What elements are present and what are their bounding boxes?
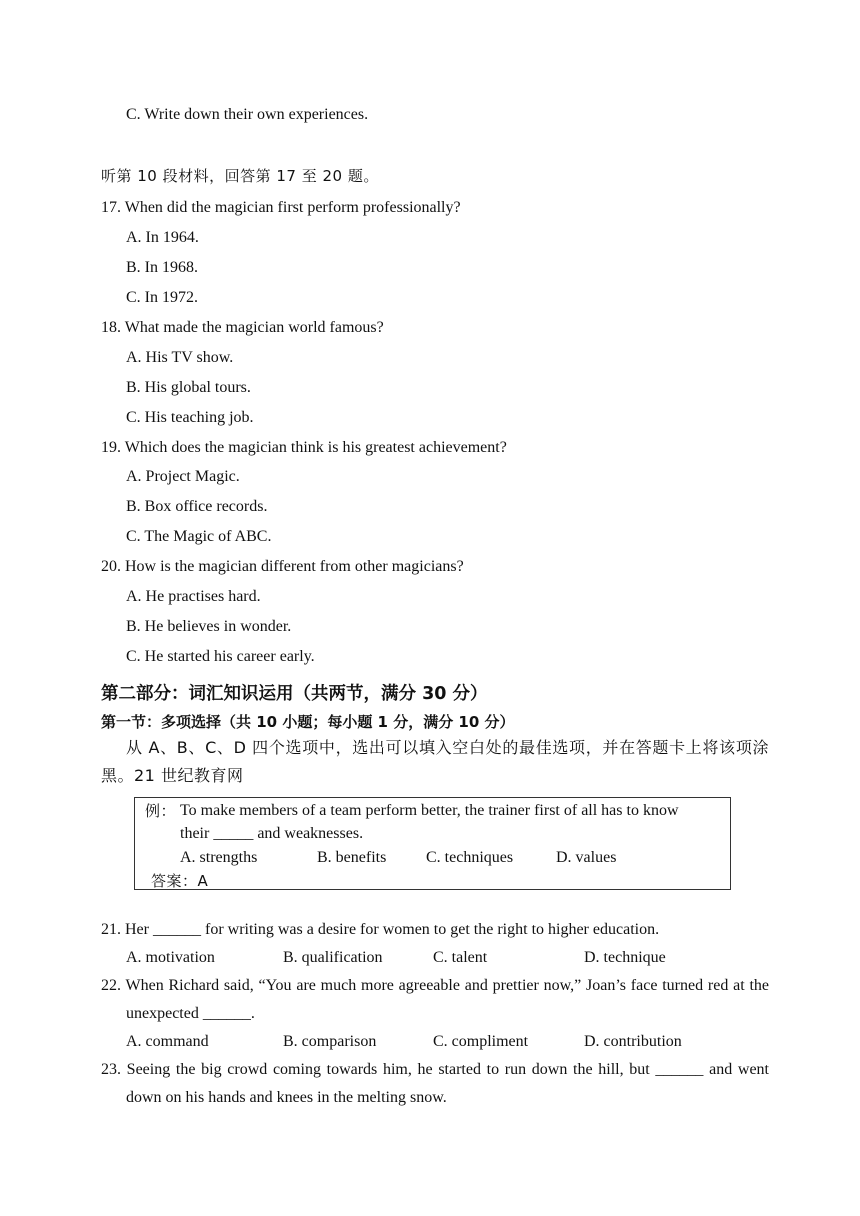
question-19-option-a: A. Project Magic.	[126, 468, 240, 485]
example-option-d: D. values	[556, 849, 617, 866]
question-22-option-a: A. command	[126, 1033, 209, 1050]
question-18-stem: 18. What made the magician world famous?	[101, 319, 384, 336]
question-22-stem: 22. When Richard said, “You are much more agreeable and prettier now,” Joan’s face turned red at the unexpected ______.	[101, 977, 769, 1022]
question-17-option-b: B. In 1968.	[126, 259, 198, 276]
example-label: 例：	[145, 802, 177, 820]
question-21-stem: 21. Her ______ for writing was a desire for women to get the right to higher education.	[101, 921, 660, 938]
question-22-option-c: C. compliment	[433, 1033, 529, 1050]
question-21-option-b: B. qualification	[283, 949, 383, 966]
question-22-options	[126, 1032, 726, 1052]
example-option-a: A. strengths	[180, 849, 258, 866]
example-option-b: B. benefits	[317, 849, 387, 866]
question-20-option-c: C. He started his career early.	[126, 648, 315, 665]
section-intro: 听第 10 段材料，回答第 17 至 20 题。	[101, 167, 379, 185]
question-20-option-b: B. He believes in wonder.	[126, 618, 292, 635]
example-box	[134, 797, 731, 890]
question-17-option-a: A. In 1964.	[126, 229, 199, 246]
question-18-option-b: B. His global tours.	[126, 379, 251, 396]
section-instructions: 从 A、B、C、D 四个选项中，选出可以填入空白处的最佳选项，并在答题卡上将该项涂黑。21 世纪教育网	[101, 738, 769, 785]
question-21-option-a: A. motivation	[126, 949, 215, 966]
example-option-c: C. techniques	[426, 849, 514, 866]
example-answer: 答案：A	[151, 872, 209, 890]
question-20-stem: 20. How is the magician different from other magicians?	[101, 558, 464, 575]
question-21-options	[126, 948, 726, 968]
question-22-option-b: B. comparison	[283, 1033, 377, 1050]
question-23-stem: 23. Seeing the big crowd coming towards him, he started to run down the hill, but ______ and went down on his hands and knees in the melting snow.	[101, 1061, 769, 1106]
question-20-option-a: A. He practises hard.	[126, 588, 261, 605]
question-22-option-d: D. contribution	[584, 1033, 682, 1050]
example-options	[180, 848, 700, 868]
question-18-option-a: A. His TV show.	[126, 349, 234, 366]
question-17-option-c: C. In 1972.	[126, 289, 198, 306]
question-21-option-c: C. talent	[433, 949, 488, 966]
question-17-stem: 17. When did the magician first perform professionally?	[101, 199, 461, 216]
section-1-title: 第一节：多项选择（共 10 小题；每小题 1 分，满分 10 分）	[101, 713, 515, 731]
option-c-q16: C. Write down their own experiences.	[126, 106, 369, 123]
question-19-stem: 19. Which does the magician think is his greatest achievement?	[101, 439, 507, 456]
example-line-2: their _____ and weaknesses.	[180, 825, 364, 842]
question-21-option-d: D. technique	[584, 949, 666, 966]
question-19-option-b: B. Box office records.	[126, 498, 268, 515]
question-19-option-c: C. The Magic of ABC.	[126, 528, 272, 545]
question-18-option-c: C. His teaching job.	[126, 409, 254, 426]
part-2-title: 第二部分：词汇知识运用（共两节，满分 30 分）	[101, 684, 488, 704]
example-line-1: To make members of a team perform better, the trainer first of all has to know	[180, 802, 679, 819]
